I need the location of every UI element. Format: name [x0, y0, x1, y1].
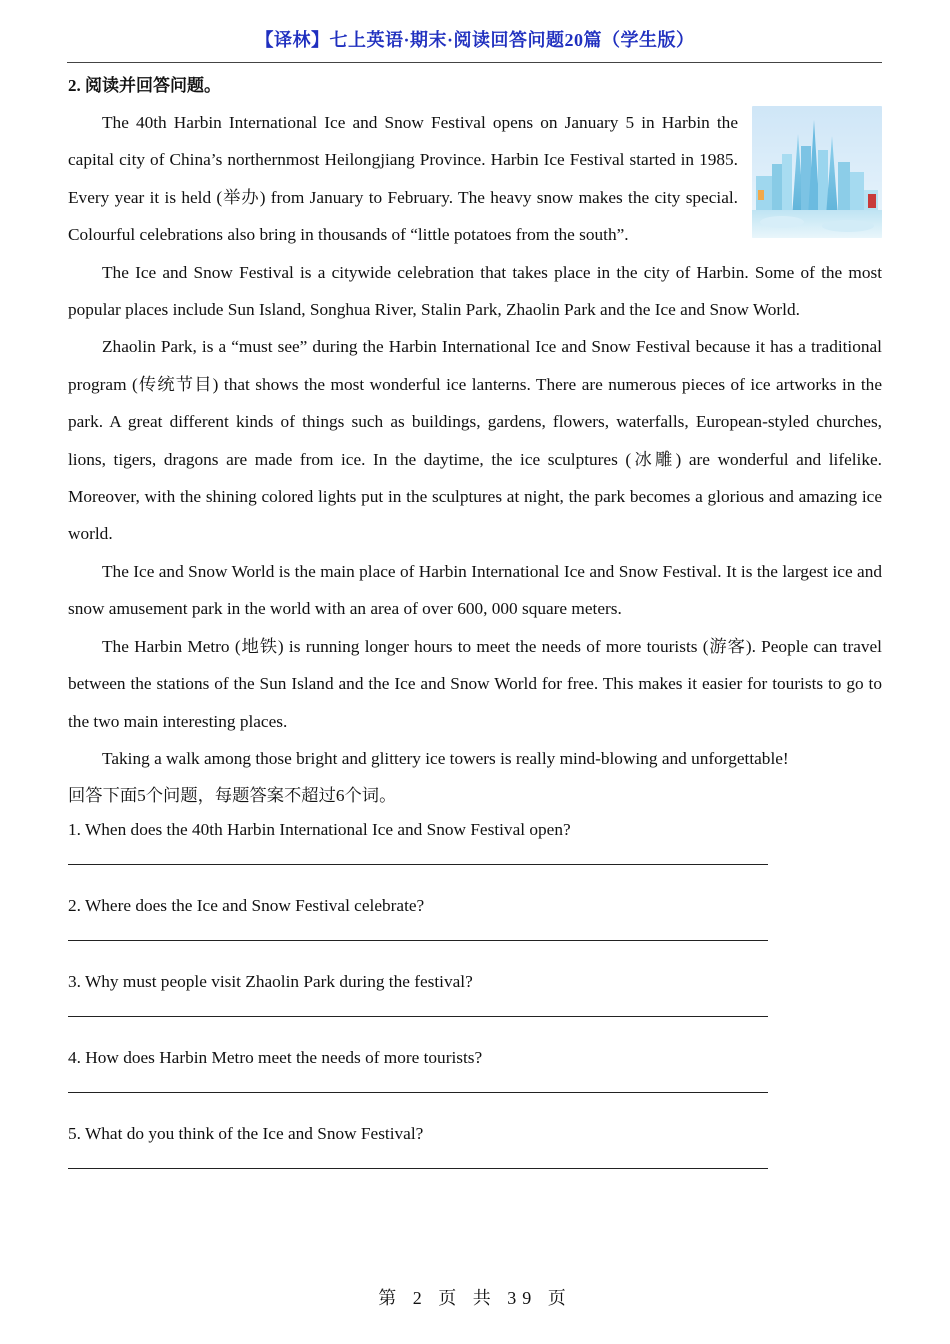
- question-3: 3. Why must people visit Zhaolin Park during the festival?: [68, 971, 473, 991]
- section-heading: [68, 72, 882, 100]
- passage-paragraph-5: The Harbin Metro (地铁) is running longer hours to meet the needs of more tourists (游客). People can travel between the stations of the Sun Island and the Ice and Snow World for free. This makes it easier for tourists to go to the two main interesting places.: [68, 636, 882, 731]
- passage-paragraph-1: The 40th Harbin International Ice and Snow Festival opens on January 5 in Harbin the capital city of China’s northernmost Heilongjiang Province. Harbin Ice Festival started in 1985. Every year it is held (举办) from January to February. The heavy snow makes the city special. Colourful celebrations also bring in thousands of “little potatoes from the south”.: [68, 113, 738, 245]
- passage-paragraph-3: Zhaolin Park, is a “must see” during the Harbin International Ice and Snow Festival because it has a traditional program (传统节目) that shows the most wonderful ice lanterns. There are numerous pieces of ice artworks in the park. A great different kinds of things such as buildings, gardens, flowers, waterfalls, European-styled churches, lions, tigers, dragons are made from ice. In the daytime, the ice sculptures (冰雕) are wonderful and lifelike. Moreover, with the shining colored lights put in the sculptures at night, the park becomes a glorious and amazing ice world.: [68, 337, 882, 544]
- answer-line-1[interactable]: [68, 864, 768, 865]
- page-number-footer: 第 2 页 共 39 页: [378, 1288, 572, 1308]
- answer-line-5[interactable]: [68, 1168, 768, 1169]
- header-divider: [67, 62, 882, 63]
- passage-paragraph-2: The Ice and Snow Festival is a citywide celebration that takes place in the city of Harbin. Some of the most popular places include Sun Island, Songhua River, Stalin Park, Zhaolin Park and the Ice and Snow World.: [68, 262, 882, 320]
- question-instruction: 回答下面5个问题，每题答案不超过6个词。: [68, 786, 397, 806]
- section-number: 2.: [68, 76, 81, 95]
- question-list: [68, 816, 882, 1169]
- answer-line-3[interactable]: [68, 1016, 768, 1017]
- passage-paragraph-6: Taking a walk among those bright and glittery ice towers is really mind-blowing and unforgettable!: [102, 748, 789, 768]
- passage-paragraph-4: The Ice and Snow World is the main place of Harbin International Ice and Snow Festival. It is the largest ice and snow amusement park in the world with an area of over 600, 000 square meters.: [68, 561, 882, 619]
- answer-line-4[interactable]: [68, 1092, 768, 1093]
- ice-festival-photo: [752, 106, 882, 238]
- question-5: 5. What do you think of the Ice and Snow Festival?: [68, 1123, 424, 1143]
- reading-passage: [68, 104, 882, 777]
- question-1: 1. When does the 40th Harbin International Ice and Snow Festival open?: [68, 819, 571, 839]
- document-body: [68, 72, 882, 1196]
- document-header-title: 【译林】七上英语·期末·阅读回答问题20篇（学生版）: [255, 30, 695, 50]
- section-title: 阅读并回答问题。: [85, 76, 221, 95]
- question-2: 2. Where does the Ice and Snow Festival celebrate?: [68, 895, 425, 915]
- question-4: 4. How does Harbin Metro meet the needs of more tourists?: [68, 1047, 483, 1067]
- answer-line-2[interactable]: [68, 940, 768, 941]
